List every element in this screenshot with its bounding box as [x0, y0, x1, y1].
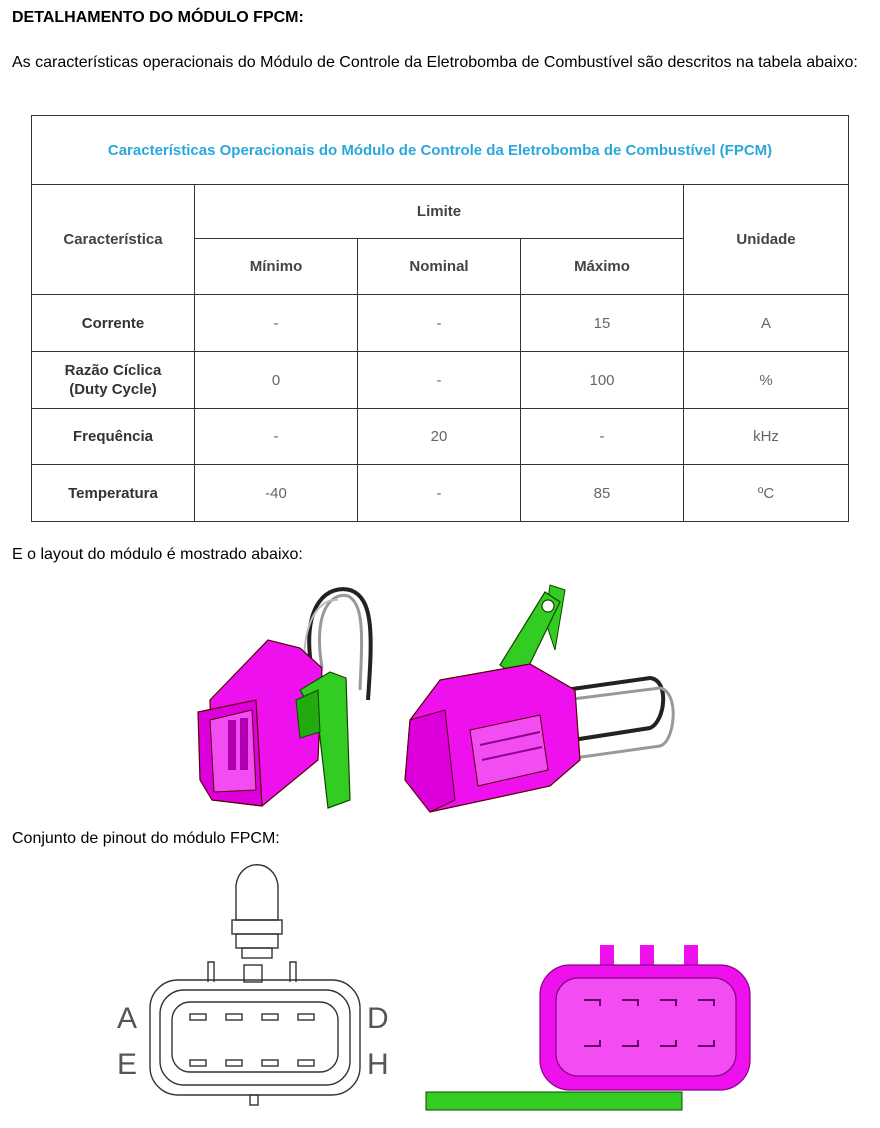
connector-left-illustration [198, 589, 371, 808]
layout-caption: E o layout do módulo é mostrado abaixo: [12, 546, 303, 563]
row-name: Frequência [32, 409, 195, 465]
cell-max: 100 [521, 352, 684, 409]
cell-min: - [195, 409, 358, 465]
cell-unit: % [684, 352, 849, 409]
cell-max: 85 [521, 465, 684, 522]
cell-nominal: - [358, 295, 521, 352]
header-nominal: Nominal [358, 239, 521, 295]
header-max: Máximo [521, 239, 684, 295]
cell-max: - [521, 409, 684, 465]
pinout-caption: Conjunto de pinout do módulo FPCM: [12, 830, 280, 847]
connector-right-illustration [405, 585, 673, 812]
section-heading: DETALHAMENTO DO MÓDULO FPCM: [12, 9, 304, 26]
cell-unit: ºC [684, 465, 849, 522]
cell-unit: A [684, 295, 849, 352]
header-limit: Limite [195, 185, 684, 239]
pin-label-h: H [367, 1048, 389, 1081]
pin-label-e: E [117, 1048, 138, 1081]
header-unit: Unidade [684, 185, 849, 295]
cell-nominal: 20 [358, 409, 521, 465]
cell-min: - [195, 295, 358, 352]
cell-min: -40 [195, 465, 358, 522]
cell-nominal: - [358, 465, 521, 522]
intro-paragraph: As características operacionais do Módulo de Controle da Eletrobomba de Combustível são descritos na tabela abaixo: [12, 54, 858, 71]
pin-label-a: A [117, 1002, 138, 1035]
cell-min: 0 [195, 352, 358, 409]
cell-unit: kHz [684, 409, 849, 465]
row-name: Temperatura [32, 465, 195, 522]
table-title: Características Operacionais do Módulo de Controle da Eletrobomba de Combustível (FPCM) [32, 116, 849, 185]
cell-max: 15 [521, 295, 684, 352]
pin-label-d: D [367, 1002, 389, 1035]
header-characteristic: Característica [32, 185, 195, 295]
cell-nominal: - [358, 352, 521, 409]
row-name-text: Razão Cíclica (Duty Cycle) [64, 362, 162, 398]
header-min: Mínimo [195, 239, 358, 295]
row-name: Corrente [32, 295, 195, 352]
